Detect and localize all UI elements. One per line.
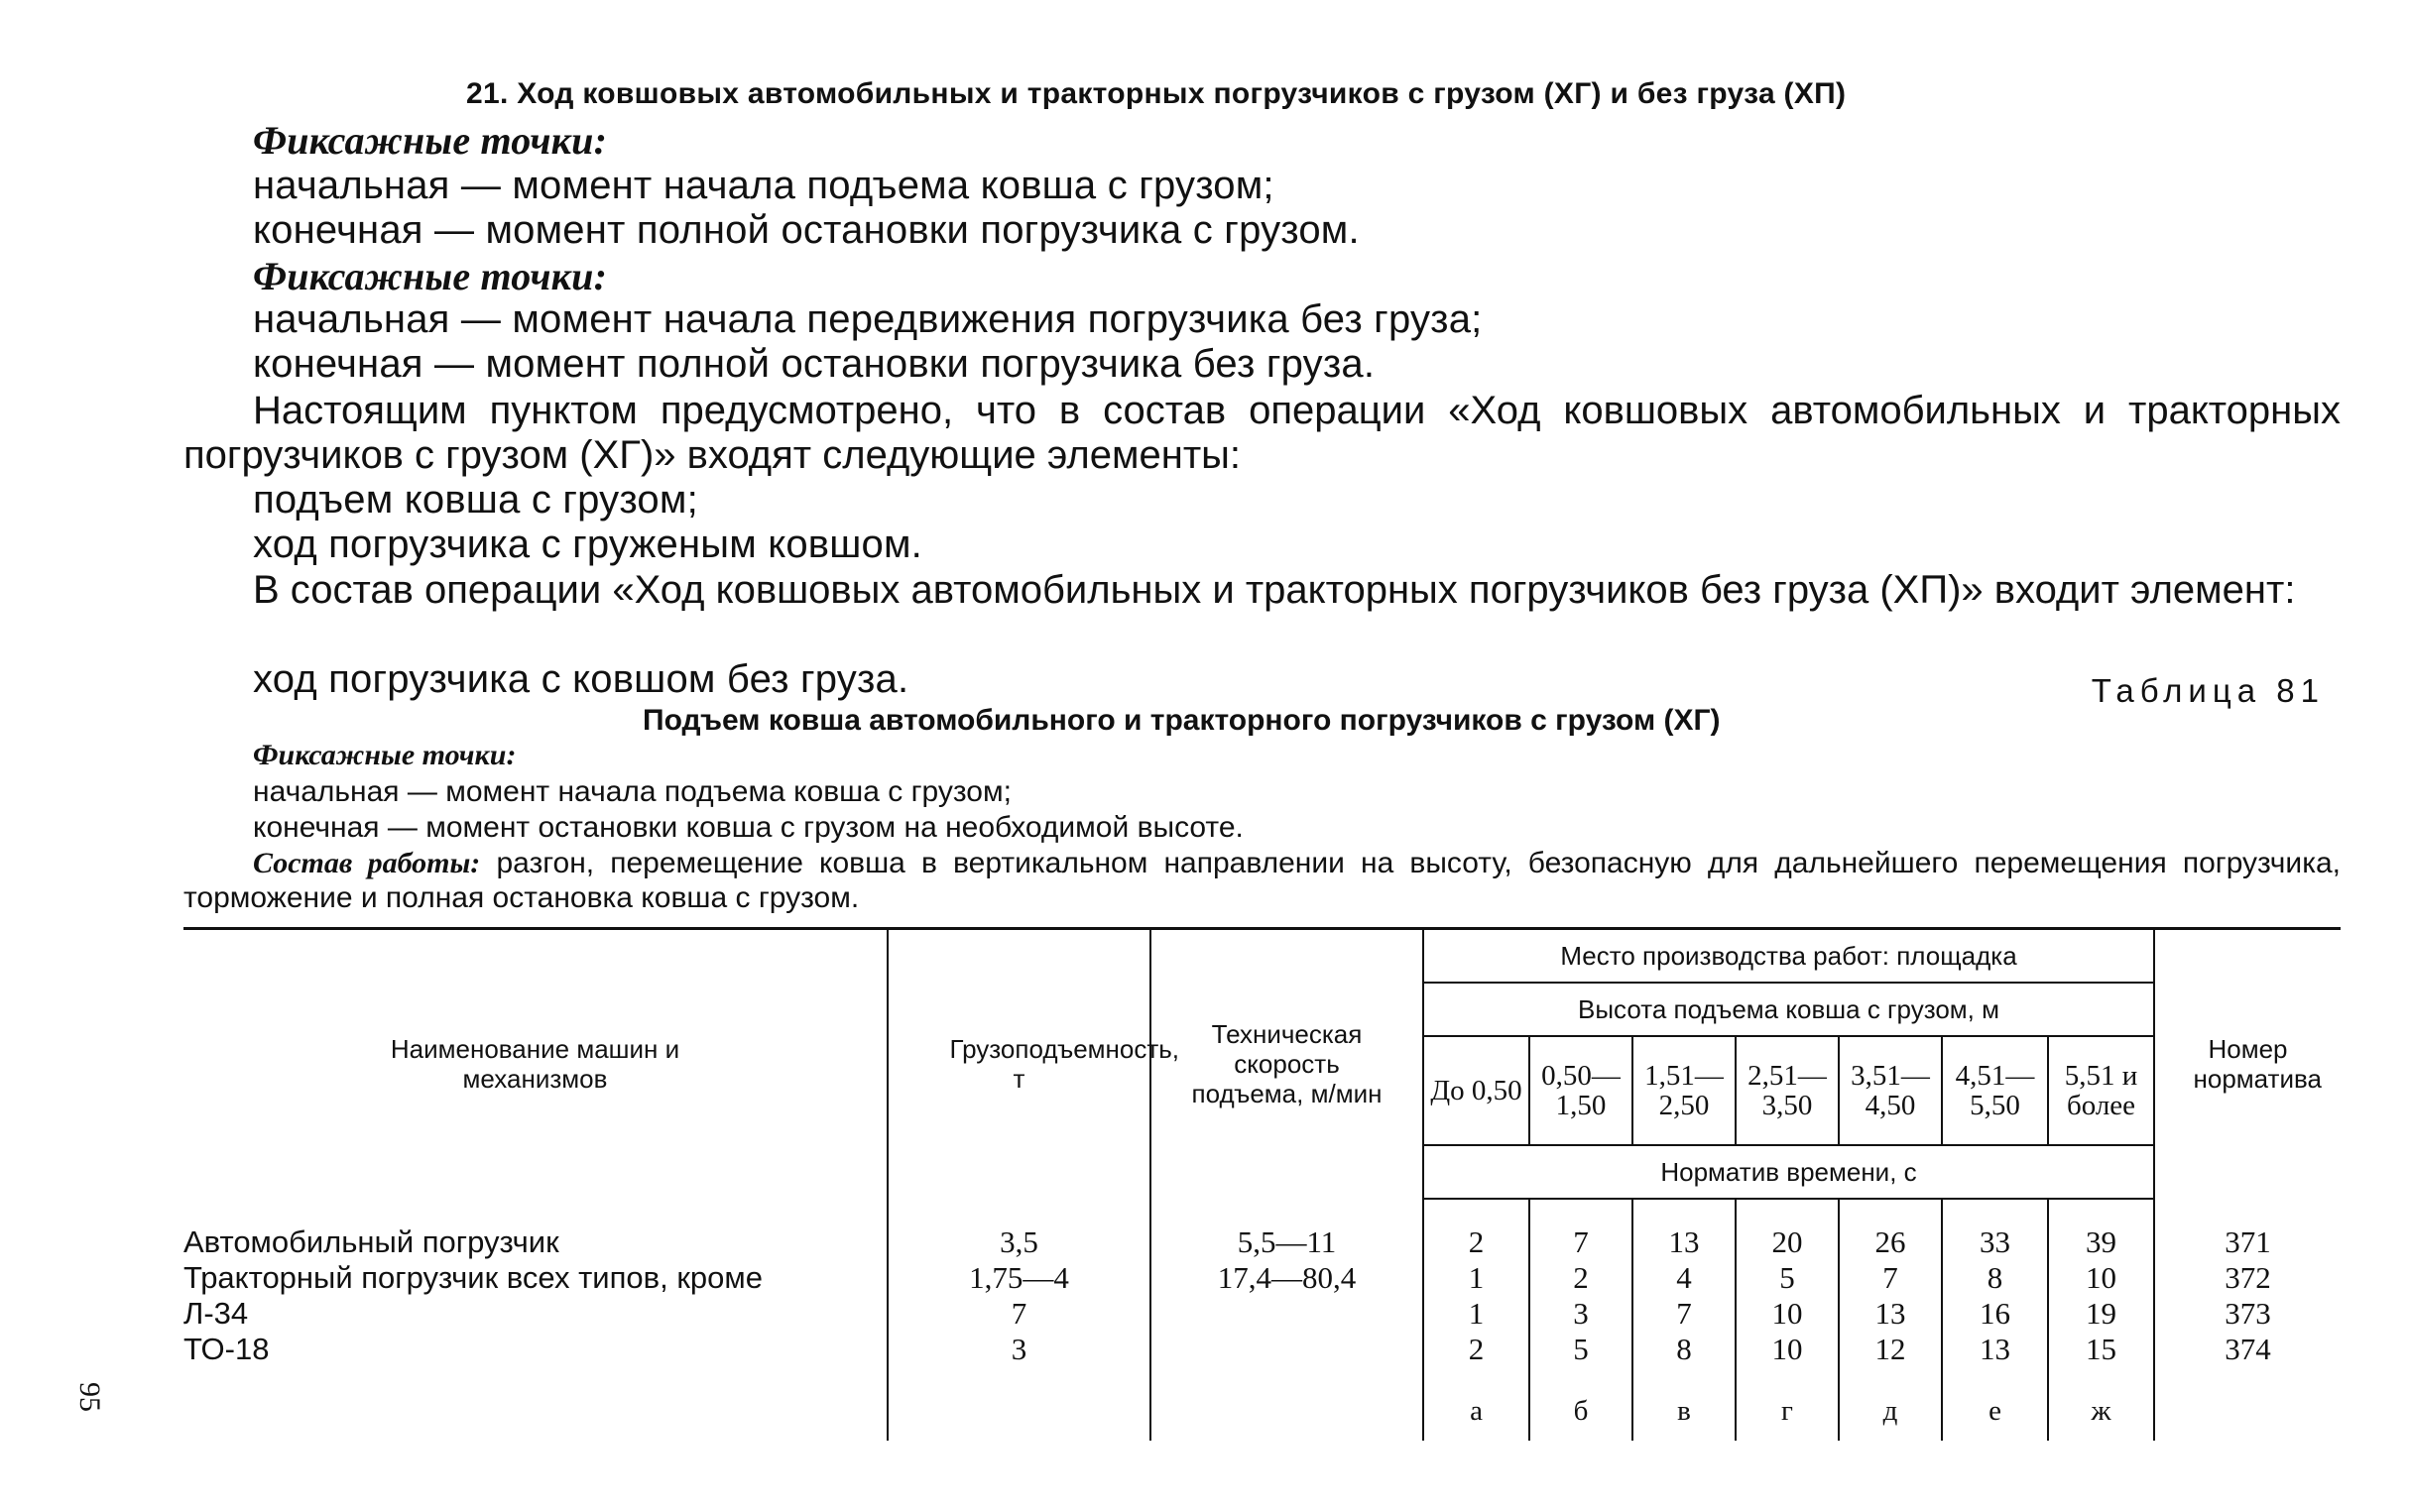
norm-table	[183, 927, 2341, 1441]
row-number: 372	[2154, 1260, 2341, 1296]
fix2-end: конечная — момент полной остановки погрузчика без груза.	[253, 342, 1376, 386]
header-name: Наименование машин и механизмов	[183, 929, 888, 1199]
element-2: ход погрузчика с груженым ковшом.	[253, 523, 922, 566]
row-number: 371	[2154, 1224, 2341, 1260]
table-title: Подъем ковша автомобильного и тракторного погрузчиков с грузом (ХГ)	[643, 704, 1721, 737]
row-value: 5	[1736, 1260, 1839, 1296]
page-number: 95	[73, 1382, 106, 1412]
row-value: 2	[1423, 1332, 1529, 1367]
row-value: 1	[1423, 1296, 1529, 1332]
row-value: 10	[2048, 1260, 2154, 1296]
column-letter: ж	[2048, 1367, 2154, 1441]
row-capacity: 3,5	[888, 1224, 1150, 1260]
row-value: 7	[1839, 1260, 1942, 1296]
row-value: 1	[1423, 1260, 1529, 1296]
row-value: 7	[1632, 1296, 1736, 1332]
column-letter: д	[1839, 1367, 1942, 1441]
section-title: 21. Ход ковшовых автомобильных и тракторных погрузчиков с грузом (ХГ) и без груза (ХП)	[466, 77, 1847, 110]
table-row	[183, 1260, 2341, 1296]
row-value: 8	[1942, 1260, 2048, 1296]
column-letter: в	[1632, 1367, 1736, 1441]
height-col-b: 0,50—1,50	[1529, 1036, 1632, 1145]
row-name: Тракторный погрузчик всех типов, кроме	[183, 1260, 888, 1296]
height-col-e: 4,51—5,50	[1942, 1036, 2048, 1145]
height-col-a: До 0,50	[1423, 1036, 1529, 1145]
fix2-start: начальная — момент начала передвижения погрузчика без груза;	[253, 297, 1483, 341]
row-value: 26	[1839, 1224, 1942, 1260]
paragraph-2: В состав операции «Ход ковшовых автомобильных и тракторных погрузчиков без груза (ХП)» входит элемент:	[253, 568, 2296, 612]
column-letter: е	[1942, 1367, 2048, 1441]
element-3: ход погрузчика с ковшом без груза.	[253, 657, 909, 701]
row-speed	[1150, 1296, 1423, 1332]
row-speed: 17,4—80,4	[1150, 1260, 1423, 1296]
row-value: 2	[1423, 1224, 1529, 1260]
row-capacity: 1,75—4	[888, 1260, 1150, 1296]
header-capacity: Грузоподъемность, т	[888, 929, 1150, 1199]
table-fix-start: начальная — момент начала подъема ковша с грузом;	[253, 775, 1012, 808]
row-value: 10	[1736, 1296, 1839, 1332]
header-place: Место производства работ: площадка	[1423, 929, 2154, 983]
row-value: 3	[1529, 1296, 1632, 1332]
row-value: 4	[1632, 1260, 1736, 1296]
header-norm: Норматив времени, с	[1423, 1145, 2154, 1199]
fix2-heading: Фиксажные точки:	[253, 254, 608, 298]
column-letter: а	[1423, 1367, 1529, 1441]
header-speed: Техническая скорость подъема, м/мин	[1150, 929, 1423, 1199]
row-value: 19	[2048, 1296, 2154, 1332]
row-capacity: 7	[888, 1296, 1150, 1332]
row-value: 20	[1736, 1224, 1839, 1260]
row-value: 16	[1942, 1296, 2048, 1332]
height-col-v: 1,51—2,50	[1632, 1036, 1736, 1145]
row-value: 2	[1529, 1260, 1632, 1296]
height-col-d: 3,51—4,50	[1839, 1036, 1942, 1145]
row-value: 10	[1736, 1332, 1839, 1367]
height-col-g: 2,51—3,50	[1736, 1036, 1839, 1145]
work-label: Состав работы:	[253, 847, 481, 879]
table-label: Таблица 81	[2091, 672, 2325, 709]
column-letter: г	[1736, 1367, 1839, 1441]
row-capacity: 3	[888, 1332, 1150, 1367]
row-number: 373	[2154, 1296, 2341, 1332]
row-value: 5	[1529, 1332, 1632, 1367]
row-value: 15	[2048, 1332, 2154, 1367]
row-value: 33	[1942, 1224, 2048, 1260]
row-value: 7	[1529, 1224, 1632, 1260]
row-speed	[1150, 1332, 1423, 1367]
table-row	[183, 1332, 2341, 1367]
work-composition	[183, 846, 2341, 915]
element-1: подъем ковша с грузом;	[253, 478, 698, 522]
table-fix-heading: Фиксажные точки:	[253, 739, 517, 771]
row-value: 13	[1942, 1332, 2048, 1367]
height-col-zh: 5,51 и более	[2048, 1036, 2154, 1145]
table-row	[183, 1296, 2341, 1332]
header-number: Номер норматива	[2154, 929, 2341, 1199]
fix1-heading: Фиксажные точки:	[253, 118, 608, 163]
row-value: 39	[2048, 1224, 2154, 1260]
column-letters-row	[183, 1367, 2341, 1441]
row-value: 12	[1839, 1332, 1942, 1367]
header-height: Высота подъема ковша с грузом, м	[1423, 983, 2154, 1036]
fix1-start: начальная — момент начала подъема ковша с грузом;	[253, 164, 1274, 207]
column-letter: б	[1529, 1367, 1632, 1441]
fix1-end: конечная — момент полной остановки погрузчика с грузом.	[253, 208, 1360, 252]
work-text: разгон, перемещение ковша в вертикальном направлении на высоту, безопасную для дальнейшего перемещения погрузчика, торможение и полная остановка ковша с грузом.	[183, 847, 2341, 914]
row-number: 374	[2154, 1332, 2341, 1367]
row-value: 13	[1632, 1224, 1736, 1260]
paragraph-1: Настоящим пунктом предусмотрено, что в состав операции «Ход ковшовых автомобильных и тракторных погрузчиков с грузом (ХГ)» входят следующие элементы:	[183, 389, 2341, 477]
row-value: 8	[1632, 1332, 1736, 1367]
table-row	[183, 1224, 2341, 1260]
row-value: 13	[1839, 1296, 1942, 1332]
table-fix-end: конечная — момент остановки ковша с грузом на необходимой высоте.	[253, 811, 1244, 844]
row-name: ТО-18	[183, 1332, 888, 1367]
row-speed: 5,5—11	[1150, 1224, 1423, 1260]
row-name: Автомобильный погрузчик	[183, 1224, 888, 1260]
row-name: Л-34	[183, 1296, 888, 1332]
